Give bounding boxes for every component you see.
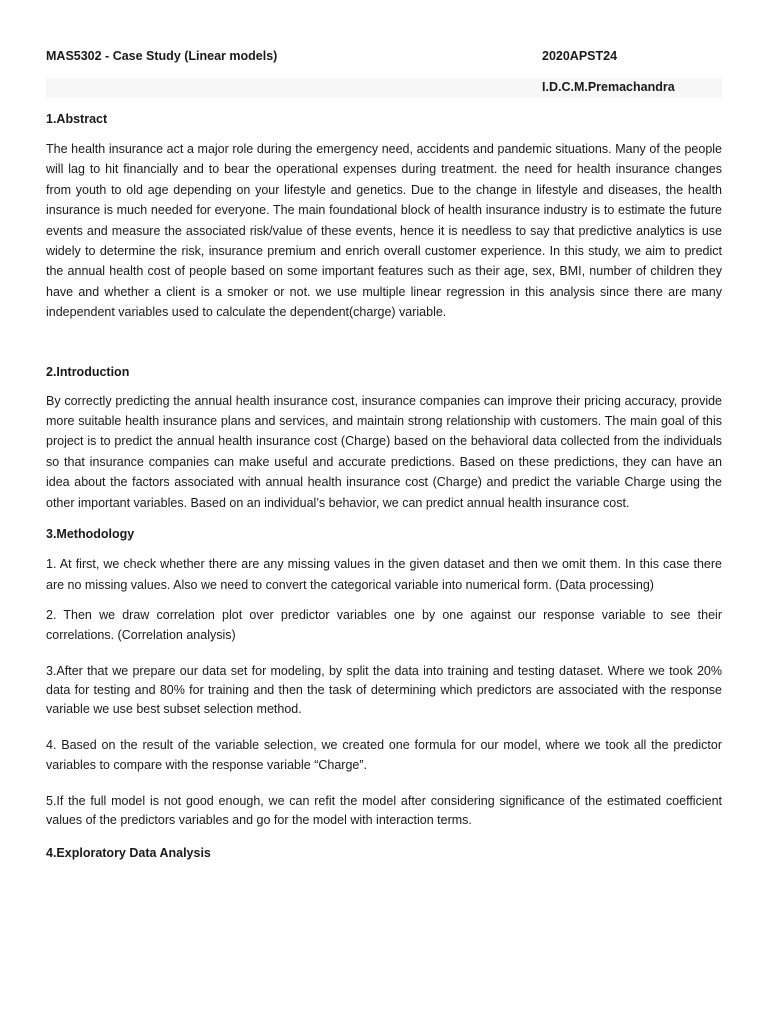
introduction-paragraph: By correctly predicting the annual health insurance cost, insurance companies can improve their pricing accuracy, provide more suitable health insurance plans and services, and maintain strong relationship with customers. The main goal of this project is to predict the annual health insurance cost (Charge) based on the behavioral data collected from the individuals so that insurance companies can make useful and accurate predictions. Based on these predictions, they can have an idea about the factors associated with annual health insurance cost (Charge) and predict the variable Charge using the other important variables. Based on an individual’s behavior, we can predict annual health insurance cost. xyxy=(46,393,722,510)
document-body xyxy=(46,110,722,862)
course-title: MAS5302 - Case Study (Linear models) xyxy=(46,49,278,63)
methodology-step-2: 2. Then we draw correlation plot over predictor variables one by one against our response variable to see their correlations. (Correlation analysis) xyxy=(46,607,722,643)
methodology-step-3: 3.After that we prepare our data set for modeling, by split the data into training and testing dataset. Where we took 20% data for testing and 80% for training and then the task of determining which predictors are associated with the response variable we use best subset selection method. xyxy=(46,663,722,717)
methodology-heading: 3.Methodology xyxy=(46,527,135,542)
introduction-heading: 2.Introduction xyxy=(46,364,130,379)
methodology-step-5: 5.If the full model is not good enough, we can refit the model after considering significance of the estimated coefficient values of the predictors variables and go for the model with interaction terms. xyxy=(46,793,722,827)
methodology-step-1: 1. At first, we check whether there are any missing values in the given dataset and then we omit them. In this case there are no missing values. Also we need to convert the categorical variable into numerical form. (Data processing) xyxy=(46,557,722,592)
abstract-paragraph: The health insurance act a major role during the emergency need, accidents and pandemic situations. Many of the people will lag to hit financially and to bear the operational expenses during treatment. the need for health insurance changes from youth to old age depending on your lifestyle and genetics. Due to the change in lifestyle and diseases, the health insurance is much needed for everyone. The main foundational block of health insurance industry is to estimate the future events and measure the associated risk/value of these events, hence it is needless to say that predictive analytics is use widely to determine the risk, insurance premium and enrich overall customer experience. In this study, we aim to predict the annual health cost of people based on some important features such as their age, sex, BMI, number of children they have and whether a client is a smoker or not. we use multiple linear regression in this analysis since there are many independent variables used to calculate the dependent(charge) variable. xyxy=(46,142,722,320)
abstract-heading: 1.Abstract xyxy=(46,112,108,126)
methodology-step-4: 4. Based on the result of the variable selection, we created one formula for our model, where we took all the predictor variables to compare with the response variable “Charge”. xyxy=(46,738,722,772)
student-id: 2020APST24 xyxy=(542,49,618,63)
eda-heading: 4.Exploratory Data Analysis xyxy=(46,846,211,861)
author-name: I.D.C.M.Premachandra xyxy=(542,80,675,94)
document-header xyxy=(46,49,722,67)
